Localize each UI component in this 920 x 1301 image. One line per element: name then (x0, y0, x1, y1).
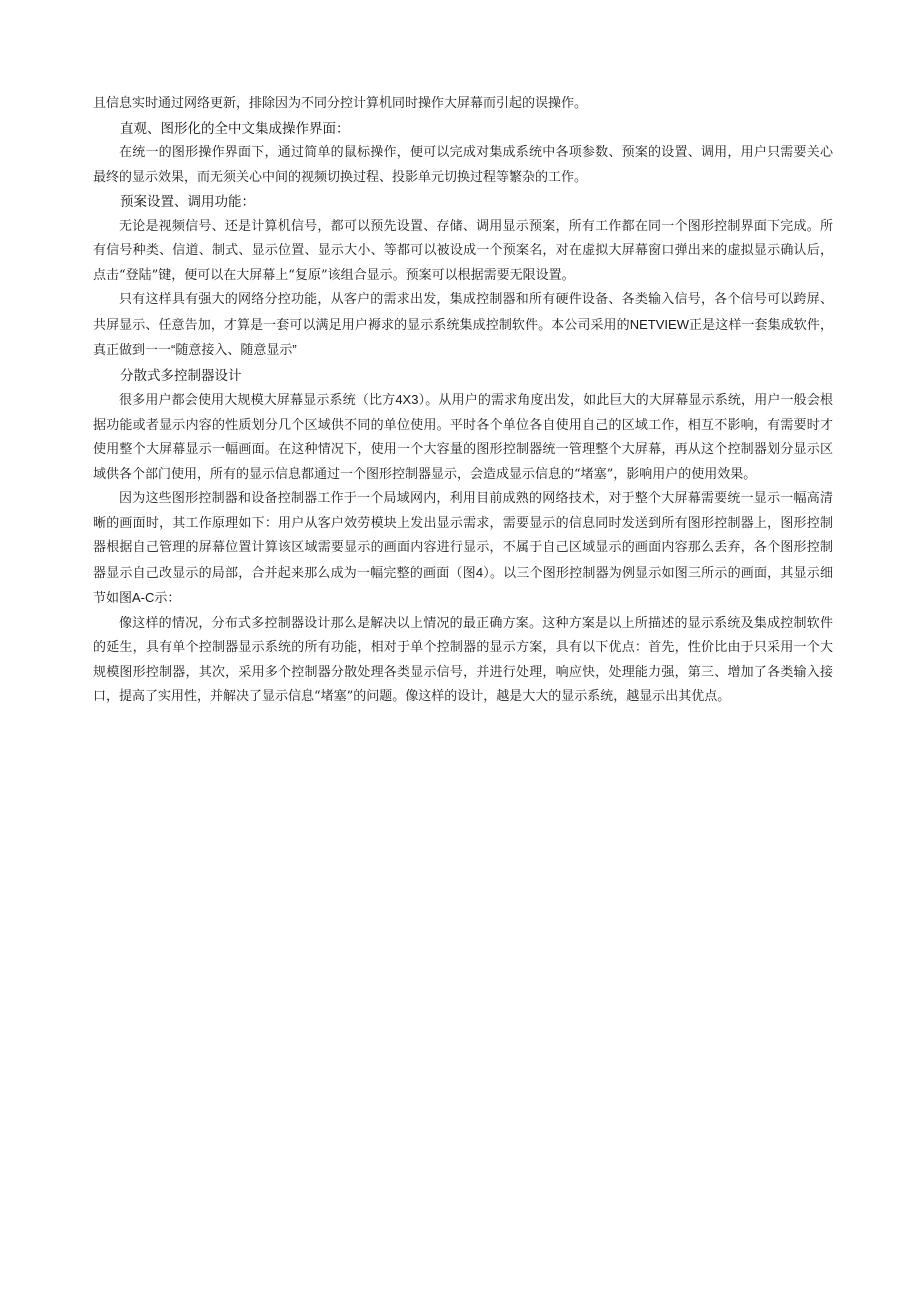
netview-slogan: “随意接入、随意显示” (171, 342, 297, 357)
heading-preset-function: 预案设置、调用功能： (120, 194, 255, 210)
principle-text-e: 示： (154, 591, 181, 606)
netview-text-c: 正是这样一套集成软件，真正做到一一 (93, 317, 833, 358)
large-screen-text-a: 很多用户都会使用大规模大屏幕显示系统（比方 (119, 393, 396, 408)
paragraph-advantages: 像这样的情况，分布式多控制器设计那么是解决以上情况的最正确方案。这种方案是以上所描述的显示系统及集成控制软件的延生，具有单个控制器显示系统的所有功能，相对于单个控制器的显示方案，具有以下优点：首先，性价比由于只采用一个大规模图形控制器，其次，采用多个控制器分散处理各类显示信号，并进行处理，响应快，处理能力强，第三、增加了各类输入接口，提高了实用性，并解决了显示信息“堵塞”的问题。像这样的设计，越是大大的显示系统，越显示出其优点。 (93, 615, 833, 704)
paragraph-preset-function: 无论是视频信号、还是计算机信号，都可以预先设置、存储、调用显示预案，所有工作都在同一个图形控制界面下完成。所有信号种类、信道、制式、显示位置、显示大小、等都可以被设成一个预案名，对在虚拟大屏幕窗口弹出来的虚拟显示确认后，点击“登陆”键，便可以在大屏幕上“复原”该组合显示。预案可以根据需要无限设置。 (93, 218, 833, 283)
large-screen-text-c: ）。从用户的需求角度出发，如此巨大的大屏幕显示系统，用户一般会根据功能或者显示内容的性质划分几个区域供不同的单位使用。平时各个单位各自使用自己的区域工作，相互不影响，有需要时才使用整个大屏幕显示一幅画面。在这种情况下，使用一个大容量的图形控制器统一管理整个大屏幕，再从这个控制器划分显示区域供各个部门使用，所有的显示信息都通过一个图形控制器显示，会造成显示信息的“堵塞”，影响用户的使用效果。 (93, 393, 833, 482)
netview-text-a: 只有这样具有强大的网络分控功能，从客户的需求出发，集成控制器和所有硬件设备、各类输入信号，各个信号可以跨屏、共屏显示、任意告加，才算是一套可以满足用户褥求的显示系统集成控制软件。本公司采用的 (93, 292, 833, 333)
principle-figure-number: 4 (475, 564, 484, 580)
paragraph-graphical-interface: 在统一的图形操作界面下，通过简单的鼠标操作，便可以完成对集成系统中各项参数、预案的设置、调用，用户只需要关心最终的显示效果，而无须关心中间的视频切换过程、投影单元切换过程等繁杂的工作。 (93, 145, 833, 185)
principle-text-c: ）。以三个图形控制器为例显示如图三所示的画面，其显示细节如图 (93, 565, 833, 606)
paragraph-netview (93, 288, 833, 364)
netview-product-name: NETVIEW (629, 316, 689, 332)
large-screen-size: 4X3 (395, 392, 419, 407)
document-page (93, 92, 833, 710)
heading-graphical-interface: 直观、图形化的全中文集成操作界面： (120, 120, 350, 137)
paragraph-network-update: 且信息实时通过网络更新，排除因为不同分控计算机同时操作大屏幕而引起的误操作。 (93, 96, 588, 111)
paragraph-large-screen-users (93, 388, 833, 487)
paragraph-working-principle (93, 487, 833, 612)
heading-distributed-design: 分散式多控制器设计 (120, 367, 242, 384)
principle-text-a: 因为这些图形控制器和设备控制器工作于一个局域网内，利用目前成熟的网络技术，对于整个大屏幕需要统一显示一幅高清晰的画面时，其工作原理如下：用户从客户效劳模块上发出显示需求，需要显示的信息同时发送到所有图形控制器上，图形控制器根据自己管理的屏幕位置计算该区域需要显示的画面内容进行显示，不属于自己区域显示的画面内容那么丢弃，各个图形控制器显示自己改显示的局部，合并起来那么成为一幅完整的画面（图 (93, 491, 833, 581)
principle-figure-range: A-C (132, 590, 155, 605)
